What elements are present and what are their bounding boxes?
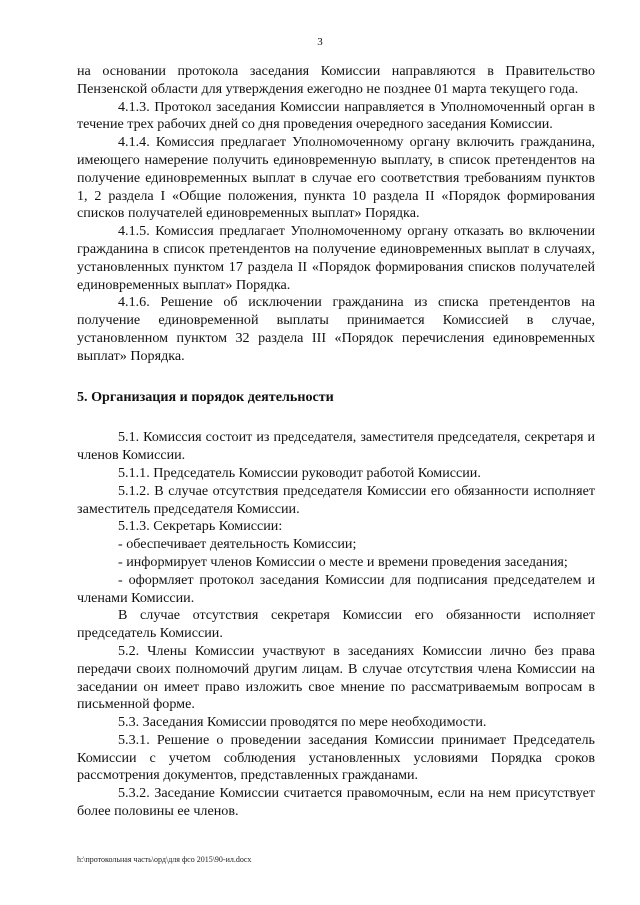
paragraph: на основании протокола заседания Комиссии направляются в Правительство Пензенской области для утверждения ежегодно не позднее 01 марта текущего года. xyxy=(77,63,595,97)
footer-file-path: h:\протокольная часть\орд\для фсо 2015\90-ил.docx xyxy=(77,855,252,864)
list-item: - информирует членов Комиссии о месте и времени проведения заседания; xyxy=(118,553,568,570)
paragraph: 4.1.6. Решение об исключении гражданина из списка претендентов на получение единовременной выплаты принимается Комиссией в случае, установленном пунктом 32 раздела III «Порядок перечисления единовременных выплат» Порядка. xyxy=(77,294,595,364)
list-item: - обеспечивает деятельность Комиссии; xyxy=(118,536,357,553)
paragraph: 5.1.2. В случае отсутствия председателя Комиссии его обязанности исполняет заместитель председателя Комиссии. xyxy=(77,482,595,517)
page-number: 3 xyxy=(317,36,323,48)
list-item: - оформляет протокол заседания Комиссии для подписания председателем и членами Комиссии. xyxy=(77,571,595,606)
paragraph: 5.3.1. Решение о проведении заседания Комиссии принимает Председатель Комиссии с учетом соблюдения установленных условиями Порядка сроков рассмотрения документов, представленных гражданами. xyxy=(77,731,595,784)
paragraph: 4.1.4. Комиссия предлагает Уполномоченному органу включить гражданина, имеющего намерение получить единовременную выплату, в список претендентов на получение единовременных выплат в случае его соответствия требованиям пунктов 1, 2 раздела I «Общие положения, пункта 10 раздела II «Порядок формирования списков получателей единовременных выплат» Порядка. xyxy=(77,134,595,222)
paragraph: 4.1.5. Комиссия предлагает Уполномоченному органу отказать во включении гражданина в список претендентов на получение единовременных выплат в случаях, установленных пунктом 17 раздела II «Порядок формирования списков получателей единовременных выплат» Порядка. xyxy=(77,223,595,293)
document-body xyxy=(77,63,595,821)
paragraph: 5.1.3. Секретарь Комиссии: xyxy=(118,518,283,535)
paragraph: 5.3.2. Заседание Комиссии считается правомочным, если на нем присутствует более половины ее членов. xyxy=(77,785,595,820)
paragraph: 5.3. Заседания Комиссии проводятся по мере необходимости. xyxy=(118,714,487,731)
paragraph: В случае отсутствия секретаря Комиссии его обязанности исполняет председатель Комиссии. xyxy=(77,607,595,642)
paragraph: 5.1. Комиссия состоит из председателя, заместителя председателя, секретаря и членов Комиссии. xyxy=(77,429,595,464)
section-heading: 5. Организация и порядок деятельности xyxy=(77,388,334,405)
paragraph: 5.2. Члены Комиссии участвуют в заседаниях Комиссии лично без права передачи своих полномочий другим лицам. В случае отсутствия члена Комиссии на заседании он имеет право изложить свое мнение по рассматриваемым вопросам в письменной форме. xyxy=(77,642,595,713)
paragraph: 5.1.1. Председатель Комиссии руководит работой Комиссии. xyxy=(118,464,481,481)
paragraph: 4.1.3. Протокол заседания Комиссии направляется в Уполномоченный орган в течение трех рабочих дней со дня проведения очередного заседания Комиссии. xyxy=(77,98,595,133)
